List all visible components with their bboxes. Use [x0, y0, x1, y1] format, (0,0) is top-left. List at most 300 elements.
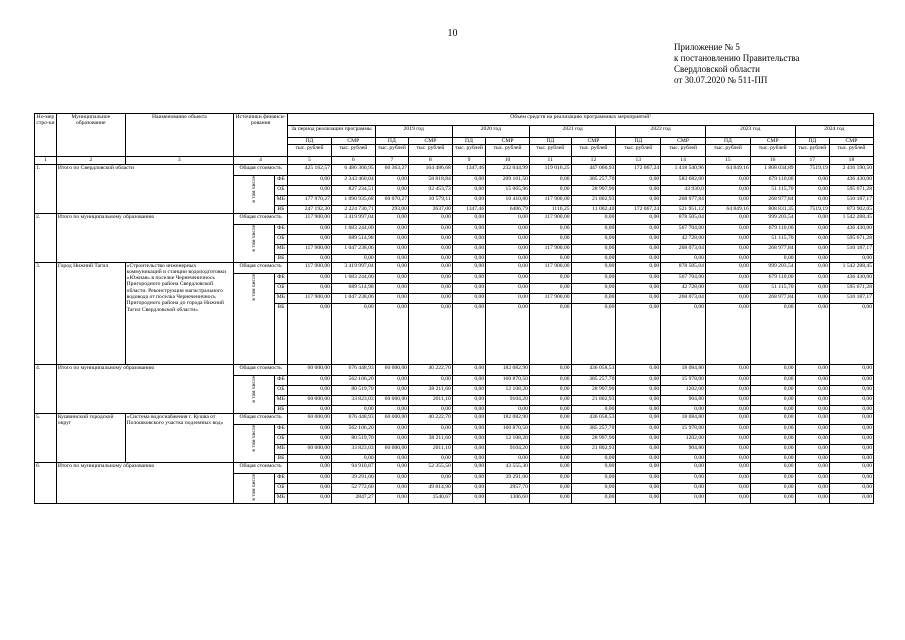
- value-cell: 21 802,93: [571, 444, 616, 454]
- value-cell: 0,00: [795, 454, 829, 462]
- value-cell: 42 728,00: [661, 283, 706, 293]
- value-cell: 0,00: [795, 405, 829, 413]
- value-cell: 0,00: [571, 224, 616, 234]
- value-cell: 0,00: [571, 473, 616, 483]
- value-cell: 268 977,84: [661, 195, 706, 205]
- value-cell: 33 823,03: [331, 444, 375, 454]
- page-number: 10: [447, 28, 458, 39]
- value-cell: 0,00: [288, 185, 332, 195]
- value-cell: 0,00: [529, 454, 571, 462]
- value-cell: 38 211,60: [409, 385, 453, 395]
- value-cell: 0,00: [375, 262, 408, 273]
- value-cell: 0,00: [795, 303, 829, 364]
- value-cell: 0,00: [705, 493, 750, 503]
- value-cell: 0,00: [795, 483, 829, 493]
- value-cell: 0,00: [529, 254, 571, 262]
- source-label: ФБ: [274, 375, 288, 385]
- value-cell: 679 110,00: [750, 175, 795, 185]
- value-cell: 999 203,54: [750, 213, 795, 224]
- value-cell: 0,00: [409, 244, 453, 254]
- value-cell: 0,00: [705, 224, 750, 234]
- value-cell: 0,00: [795, 283, 829, 293]
- value-cell: 51 115,70: [750, 185, 795, 195]
- value-cell: 0,00: [750, 303, 795, 364]
- value-cell: 0,00: [795, 395, 829, 405]
- value-cell: 0,00: [705, 283, 750, 293]
- value-cell: 0,00: [705, 185, 750, 195]
- value-cell: 567 704,00: [661, 224, 706, 234]
- value-cell: 0,00: [409, 293, 453, 303]
- value-cell: 0,00: [331, 454, 375, 462]
- header-year: 2022 год: [616, 126, 706, 138]
- value-cell: 0,00: [829, 454, 873, 462]
- value-cell: 0,00: [529, 234, 571, 244]
- value-cell: 28 997,90: [571, 434, 616, 444]
- col-number: 4: [234, 157, 288, 164]
- value-cell: 0,00: [795, 434, 829, 444]
- value-cell: 0,00: [795, 493, 829, 503]
- value-cell: 0,00: [409, 424, 453, 434]
- header-unit: тыс. рублей: [661, 145, 706, 157]
- value-cell: 0,00: [705, 375, 750, 385]
- value-cell: 80 519,70: [331, 385, 375, 395]
- header-pd: ПД: [795, 138, 829, 145]
- header-smr: СМР: [750, 138, 795, 145]
- value-cell: 15 978,00: [661, 375, 706, 385]
- value-cell: 42 728,00: [661, 234, 706, 244]
- value-cell: 43 930,0: [661, 185, 706, 195]
- value-cell: 117 900,00: [529, 244, 571, 254]
- value-cell: 18 084,80: [661, 413, 706, 424]
- header-municipality: Муниципальное образование: [56, 114, 125, 157]
- value-cell: 0,00: [750, 483, 795, 493]
- value-cell: 1 047 238,06: [331, 244, 375, 254]
- value-cell: 0,00: [409, 405, 453, 413]
- value-cell: 0,00: [705, 244, 750, 254]
- value-cell: 0,00: [829, 395, 873, 405]
- value-cell: 595 671,28: [829, 234, 873, 244]
- header-pd: ПД: [529, 138, 571, 145]
- value-cell: 3 419 997,04: [331, 262, 375, 273]
- value-cell: 0,00: [529, 483, 571, 493]
- value-cell: 0,00: [705, 234, 750, 244]
- value-cell: 0,00: [795, 244, 829, 254]
- value-cell: 0,00: [616, 424, 661, 434]
- row-title: Итого по муниципальному образованию: [56, 462, 233, 503]
- value-cell: 0,00: [829, 434, 873, 444]
- value-cell: 0,00: [409, 273, 453, 283]
- value-cell: 0,00: [750, 395, 795, 405]
- value-cell: 0,00: [486, 234, 530, 244]
- value-cell: 49 814,90: [409, 483, 453, 493]
- value-cell: 0,00: [616, 262, 661, 273]
- value-cell: 689 514,98: [331, 234, 375, 244]
- incl-label-text: в том числе: [250, 424, 257, 452]
- value-cell: 0,00: [452, 254, 485, 262]
- value-cell: 878 505,04: [661, 213, 706, 224]
- value-cell: 0,00: [288, 283, 332, 293]
- value-cell: 1 090 935,68: [331, 195, 375, 205]
- value-cell: 0,00: [486, 254, 530, 262]
- value-cell: 0,00: [795, 175, 829, 185]
- col-number: 18: [829, 157, 873, 164]
- value-cell: 562 106,20: [331, 424, 375, 434]
- value-cell: 0,00: [375, 224, 408, 234]
- value-cell: 60 363,27: [375, 164, 408, 175]
- header-year: 2021 год: [529, 126, 615, 138]
- col-number: 11: [529, 157, 571, 164]
- value-cell: 117 900,00: [529, 213, 571, 224]
- value-cell: 0,00: [795, 364, 829, 375]
- header-unit: тыс. рублей: [529, 145, 571, 157]
- total-cost-label: Общая стоимость: [234, 413, 288, 424]
- value-cell: 0,00: [750, 444, 795, 454]
- value-cell: 0,00: [829, 493, 873, 503]
- header-unit: тыс. рублей: [452, 145, 485, 157]
- header-pd: ПД: [375, 138, 408, 145]
- value-cell: 0,00: [571, 405, 616, 413]
- value-cell: 1202,00: [661, 385, 706, 395]
- row-number: 2.: [35, 213, 57, 262]
- value-cell: 0,00: [616, 385, 661, 395]
- value-cell: 21 802,93: [571, 395, 616, 405]
- value-cell: 1347,46: [452, 164, 485, 175]
- col-number: 17: [795, 157, 829, 164]
- header-smr: СМР: [409, 138, 453, 145]
- value-cell: 0,00: [288, 493, 332, 503]
- incl-label: [234, 375, 275, 413]
- value-cell: 39 291,00: [486, 473, 530, 483]
- header-year: 2023 год: [705, 126, 795, 138]
- value-cell: 0,00: [375, 385, 408, 395]
- value-cell: 904,80: [661, 395, 706, 405]
- value-cell: 177 970,27: [288, 195, 332, 205]
- value-cell: 0,00: [375, 283, 408, 293]
- value-cell: 808 831,35: [750, 205, 795, 213]
- value-cell: 9104,20: [486, 444, 530, 454]
- total-cost-label: Общая стоимость: [234, 462, 288, 473]
- row-municipality: Город Нижний Тагил: [56, 262, 125, 364]
- value-cell: 0,00: [795, 462, 829, 473]
- incl-label: [234, 224, 275, 262]
- value-cell: 0,00: [705, 434, 750, 444]
- value-cell: 11 002,40: [571, 205, 616, 213]
- incl-label-text: в том числе: [250, 473, 257, 501]
- value-cell: 0,00: [705, 364, 750, 375]
- value-cell: 0,00: [616, 175, 661, 185]
- value-cell: 0,00: [288, 424, 332, 434]
- header-year: 2024 год: [795, 126, 873, 138]
- value-cell: 436 058,53: [571, 413, 616, 424]
- value-cell: 268 977,84: [750, 244, 795, 254]
- value-cell: 3 419 997,04: [331, 213, 375, 224]
- value-cell: 0,00: [529, 473, 571, 483]
- value-cell: 0,00: [616, 224, 661, 234]
- value-cell: 0,00: [571, 262, 616, 273]
- col-number: 2: [56, 157, 125, 164]
- value-cell: 679 110,00: [750, 273, 795, 283]
- value-cell: 0,00: [571, 293, 616, 303]
- value-cell: 0,00: [288, 473, 332, 483]
- value-cell: 2 224 730,71: [331, 205, 375, 213]
- value-cell: 0,00: [375, 175, 408, 185]
- value-cell: 0,00: [375, 424, 408, 434]
- value-cell: 0,00: [529, 493, 571, 503]
- value-cell: 0,00: [705, 395, 750, 405]
- value-cell: 0,00: [571, 462, 616, 473]
- value-cell: 425 162,57: [288, 164, 332, 175]
- value-cell: 0,00: [529, 185, 571, 195]
- value-cell: 60 000,00: [288, 413, 332, 424]
- value-cell: 94 910,87: [331, 462, 375, 473]
- value-cell: 60 000,00: [375, 444, 408, 454]
- header-sources: Источники финанси-рования: [234, 114, 288, 157]
- value-cell: 0,00: [288, 434, 332, 444]
- value-cell: 0,00: [616, 273, 661, 283]
- value-cell: 0,00: [795, 293, 829, 303]
- value-cell: 595 671,28: [829, 185, 873, 195]
- value-cell: 0,00: [750, 364, 795, 375]
- value-cell: 0,00: [829, 405, 873, 413]
- row-municipality: Кушвинский городской округ: [56, 413, 125, 462]
- value-cell: 0,00: [829, 483, 873, 493]
- value-cell: 0,00: [705, 424, 750, 434]
- value-cell: 0,00: [795, 385, 829, 395]
- value-cell: 58 818,84: [409, 175, 453, 185]
- value-cell: 0,00: [288, 273, 332, 283]
- value-cell: 21 802,93: [571, 195, 616, 205]
- value-cell: 0,00: [795, 444, 829, 454]
- incl-label: [234, 424, 275, 462]
- value-cell: 0,00: [705, 454, 750, 462]
- value-cell: 0,00: [452, 185, 485, 195]
- value-cell: 385 257,70: [571, 424, 616, 434]
- value-cell: 0,00: [829, 303, 873, 364]
- table-row: [35, 213, 874, 224]
- value-cell: 160 870,50: [486, 424, 530, 434]
- value-cell: 0,00: [452, 493, 485, 503]
- source-label: МБ: [274, 444, 288, 454]
- value-cell: 0,00: [705, 405, 750, 413]
- value-cell: 117 900,00: [288, 262, 332, 273]
- value-cell: 1 047 238,06: [331, 293, 375, 303]
- value-cell: 676 448,93: [331, 413, 375, 424]
- header-pd: ПД: [452, 138, 485, 145]
- value-cell: 0,00: [529, 395, 571, 405]
- value-cell: 0,00: [452, 413, 485, 424]
- column-numbers-row: [35, 157, 874, 164]
- value-cell: 0,00: [529, 283, 571, 293]
- value-cell: 0,00: [288, 224, 332, 234]
- value-cell: 0,00: [795, 213, 829, 224]
- value-cell: 0,00: [375, 454, 408, 462]
- value-cell: 0,00: [616, 493, 661, 503]
- value-cell: 64 849,16: [705, 205, 750, 213]
- value-cell: 0,00: [829, 254, 873, 262]
- value-cell: 0,00: [705, 254, 750, 262]
- col-number: 10: [486, 157, 530, 164]
- value-cell: 0,00: [409, 262, 453, 273]
- value-cell: 60 000,00: [288, 395, 332, 405]
- value-cell: 0,00: [486, 293, 530, 303]
- col-number: 3: [125, 157, 233, 164]
- value-cell: 0,00: [529, 413, 571, 424]
- value-cell: 878 505,04: [661, 262, 706, 273]
- value-cell: 60 070,27: [375, 195, 408, 205]
- value-cell: 0,00: [616, 413, 661, 424]
- header-unit: тыс. рублей: [829, 145, 873, 157]
- value-cell: 0,00: [829, 462, 873, 473]
- value-cell: 0,00: [829, 413, 873, 424]
- value-cell: 0,00: [529, 364, 571, 375]
- value-cell: 510 187,17: [829, 244, 873, 254]
- value-cell: 0,00: [705, 462, 750, 473]
- value-cell: 436 430,00: [829, 224, 873, 234]
- value-cell: 268 977,84: [750, 293, 795, 303]
- value-cell: 0,00: [705, 483, 750, 493]
- value-cell: 0,00: [452, 483, 485, 493]
- value-cell: 0,00: [616, 405, 661, 413]
- col-number: 9: [452, 157, 485, 164]
- source-label: ОБ: [274, 185, 288, 195]
- value-cell: 0,00: [795, 262, 829, 273]
- value-cell: 0,00: [705, 273, 750, 283]
- value-cell: 2957,70: [486, 483, 530, 493]
- value-cell: 0,00: [452, 293, 485, 303]
- value-cell: 0,00: [571, 234, 616, 244]
- value-cell: 0,00: [288, 385, 332, 395]
- value-cell: 0,00: [705, 413, 750, 424]
- value-cell: 0,00: [616, 185, 661, 195]
- source-label: МБ: [274, 244, 288, 254]
- value-cell: 2011,10: [409, 444, 453, 454]
- value-cell: 0,00: [452, 434, 485, 444]
- value-cell: 676 448,93: [331, 364, 375, 375]
- value-cell: 1 418 540,96: [661, 164, 706, 175]
- value-cell: 43 555,30: [486, 462, 530, 473]
- value-cell: 0,00: [331, 303, 375, 364]
- col-number: 15: [705, 157, 750, 164]
- col-number: 14: [661, 157, 706, 164]
- value-cell: 0,00: [616, 234, 661, 244]
- value-cell: 0,00: [571, 273, 616, 283]
- value-cell: 0,00: [829, 424, 873, 434]
- value-cell: 0,00: [409, 375, 453, 385]
- value-cell: 80 519,70: [331, 434, 375, 444]
- value-cell: 117 900,00: [288, 293, 332, 303]
- value-cell: 160 870,50: [486, 375, 530, 385]
- value-cell: 0,00: [375, 244, 408, 254]
- value-cell: 1 542 288,45: [829, 262, 873, 273]
- value-cell: 0,00: [452, 234, 485, 244]
- value-cell: 7519,19: [795, 164, 829, 175]
- value-cell: 0,00: [288, 454, 332, 462]
- header-volume: Объем средств на реализацию программных мероприятий¹: [288, 114, 874, 126]
- value-cell: 0,00: [795, 424, 829, 434]
- value-cell: 0,00: [571, 244, 616, 254]
- value-cell: 0,00: [705, 293, 750, 303]
- appendix-header: [674, 42, 799, 86]
- value-cell: 0,00: [486, 283, 530, 293]
- header-unit: тыс. рублей: [375, 145, 408, 157]
- row-number: 3.: [35, 262, 57, 364]
- header-unit: тыс. рублей: [750, 145, 795, 157]
- source-label: ФБ: [274, 175, 288, 185]
- value-cell: 64 849,16: [705, 164, 750, 175]
- value-cell: 0,00: [616, 244, 661, 254]
- value-cell: 0,00: [529, 224, 571, 234]
- value-cell: 1 683 244,00: [331, 273, 375, 283]
- value-cell: 0,00: [486, 262, 530, 273]
- value-cell: 436 058,53: [571, 364, 616, 375]
- value-cell: 209 161,50: [486, 175, 530, 185]
- value-cell: 51 115,70: [750, 234, 795, 244]
- value-cell: 172 067,24: [616, 205, 661, 213]
- value-cell: 0,00: [829, 364, 873, 375]
- value-cell: 999 203,54: [750, 262, 795, 273]
- value-cell: 1540,67: [409, 493, 453, 503]
- table-row: [35, 364, 874, 375]
- header-pd: ПД: [288, 138, 332, 145]
- value-cell: 0,00: [375, 473, 408, 483]
- value-cell: 583 682,00: [661, 175, 706, 185]
- row-title: Итого по муниципальному образованию: [56, 364, 233, 413]
- value-cell: 0,00: [486, 454, 530, 462]
- row-number: 5.: [35, 413, 57, 462]
- value-cell: 2 416 190,50: [829, 164, 873, 175]
- value-cell: 0,00: [409, 454, 453, 462]
- value-cell: 10 579,11: [409, 195, 453, 205]
- value-cell: 0,00: [452, 175, 485, 185]
- value-cell: 0,00: [452, 424, 485, 434]
- row-number: 6.: [35, 462, 57, 503]
- source-label: ВБ: [274, 205, 288, 213]
- value-cell: 0,00: [452, 283, 485, 293]
- value-cell: 0,00: [288, 483, 332, 493]
- value-cell: 679 110,00: [750, 224, 795, 234]
- appendix-line: Свердловской области: [674, 64, 760, 74]
- value-cell: 0,00: [409, 213, 453, 224]
- value-cell: 0,00: [750, 454, 795, 462]
- incl-label: [234, 273, 275, 364]
- source-label: МБ: [274, 493, 288, 503]
- value-cell: 567 704,00: [661, 273, 706, 283]
- value-cell: 0,00: [750, 473, 795, 483]
- value-cell: 0,00: [529, 385, 571, 395]
- value-cell: 0,00: [829, 473, 873, 483]
- value-cell: 0,00: [705, 303, 750, 364]
- value-cell: 182 082,90: [486, 364, 530, 375]
- value-cell: 0,00: [795, 185, 829, 195]
- value-cell: 1202,00: [661, 434, 706, 444]
- value-cell: 0,00: [616, 195, 661, 205]
- value-cell: 28 997,90: [571, 385, 616, 395]
- value-cell: 0,00: [661, 473, 706, 483]
- value-cell: 447 060,93: [571, 164, 616, 175]
- total-cost-label: Общая стоимость: [234, 364, 288, 375]
- value-cell: 18 084,80: [661, 364, 706, 375]
- source-label: МБ: [274, 395, 288, 405]
- value-cell: 0,00: [375, 213, 408, 224]
- table-row: [35, 164, 874, 175]
- source-label: ВБ: [274, 303, 288, 364]
- value-cell: 595 671,28: [829, 283, 873, 293]
- value-cell: 873 902,05: [829, 205, 873, 213]
- source-label: ФБ: [274, 424, 288, 434]
- value-cell: 0,00: [288, 175, 332, 185]
- incl-label-text: в том числе: [250, 375, 257, 403]
- header-unit: тыс. рублей: [616, 145, 661, 157]
